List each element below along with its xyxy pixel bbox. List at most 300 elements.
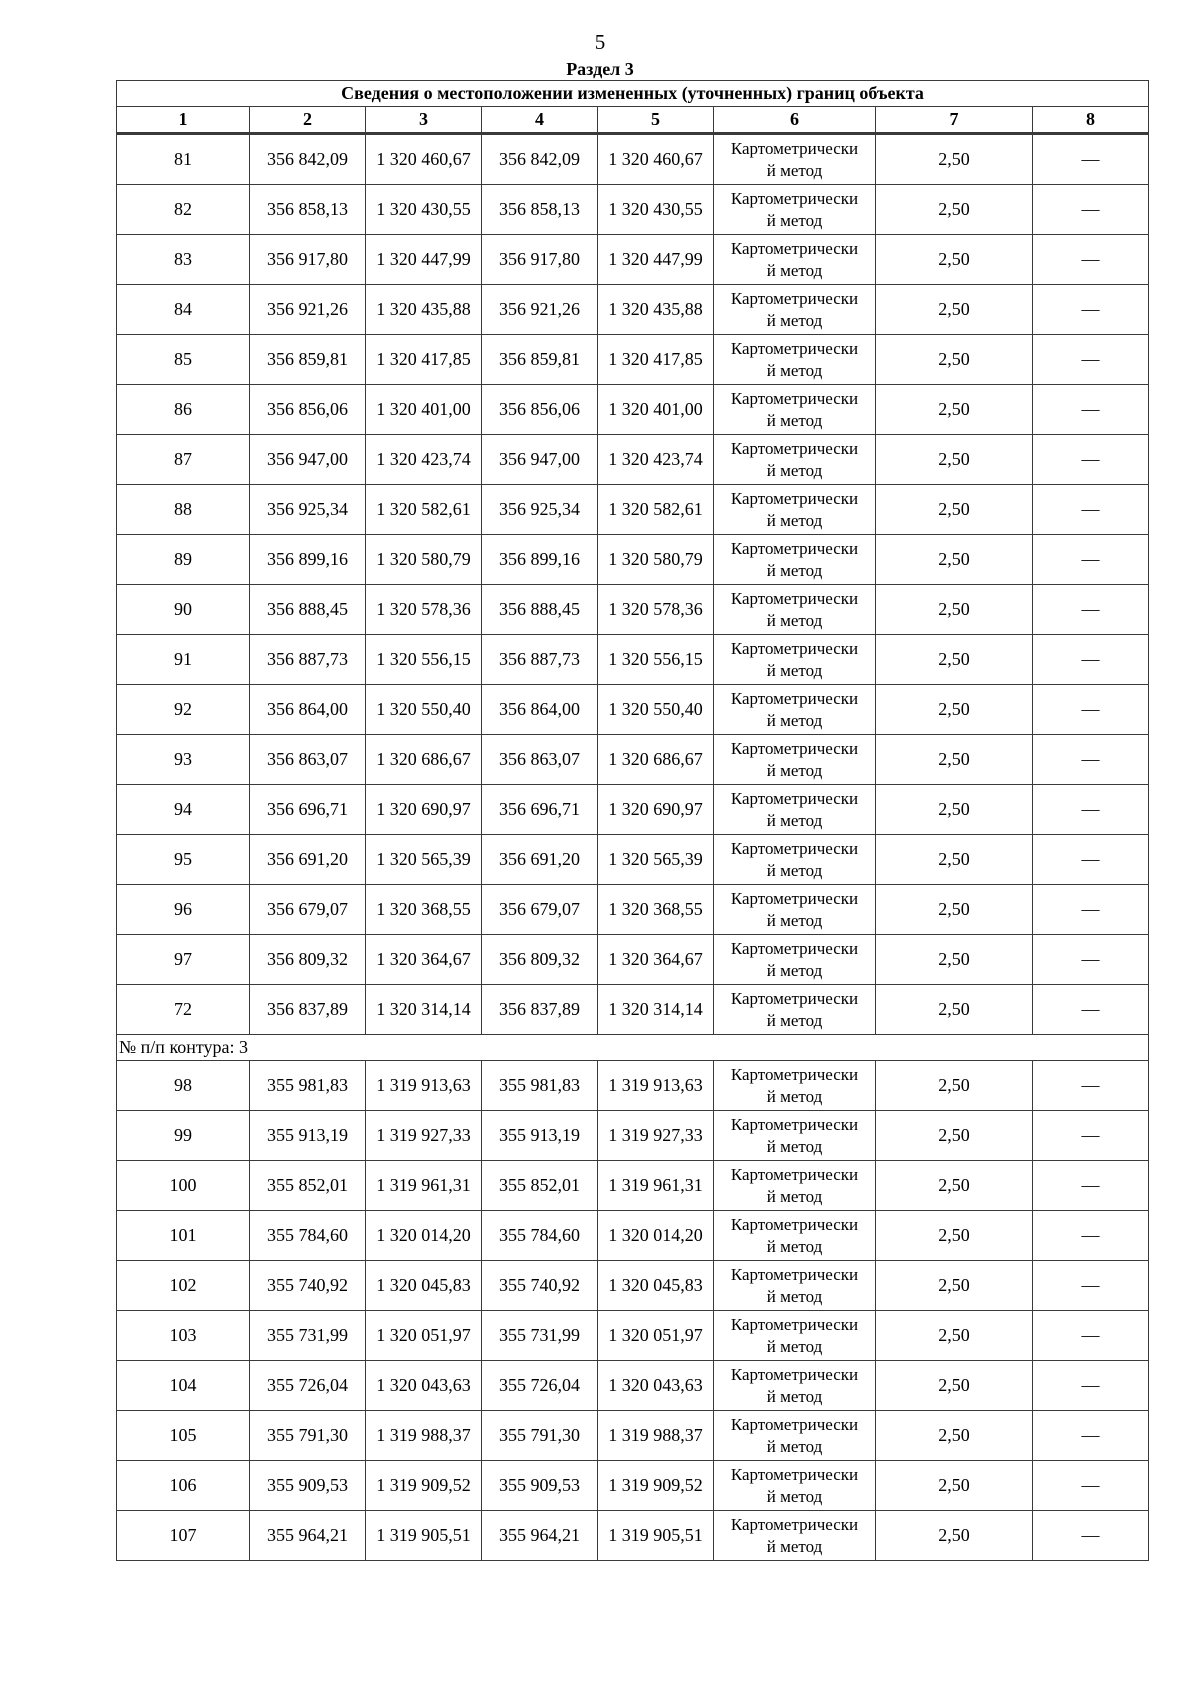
method-cell — [714, 735, 876, 785]
y-coordinate-cell: 1 320 051,97 — [366, 1311, 482, 1361]
method-cell — [714, 585, 876, 635]
x-coordinate-cell: 356 899,16 — [482, 535, 598, 585]
table-row — [117, 485, 1149, 535]
method-line-2: й метод — [766, 160, 823, 180]
table-row — [117, 735, 1149, 785]
method-cell — [714, 685, 876, 735]
table-row — [117, 985, 1149, 1035]
method-cell — [714, 985, 876, 1035]
table-caption: Сведения о местоположении измененных (уточненных) границ объекта — [117, 81, 1149, 107]
x-coordinate-cell: 355 964,21 — [482, 1511, 598, 1561]
x-coordinate-cell: 355 909,53 — [482, 1461, 598, 1511]
y-coordinate-cell: 1 320 368,55 — [366, 885, 482, 935]
method-line-1: Картометрически — [730, 888, 859, 908]
x-coordinate-cell: 356 887,73 — [250, 635, 366, 685]
x-coordinate-cell: 356 921,26 — [482, 285, 598, 335]
accuracy-cell: 2,50 — [876, 1061, 1033, 1111]
y-coordinate-cell: 1 320 014,20 — [366, 1211, 482, 1261]
method-line-2: й метод — [766, 1536, 823, 1556]
table-row — [117, 785, 1149, 835]
method-line-2: й метод — [766, 460, 823, 480]
accuracy-cell: 2,50 — [876, 985, 1033, 1035]
point-number-cell: 92 — [117, 685, 250, 735]
method-line-1: Картометрически — [730, 938, 859, 958]
note-cell: — — [1033, 385, 1149, 435]
x-coordinate-cell: 356 809,32 — [250, 935, 366, 985]
y-coordinate-cell: 1 320 043,63 — [598, 1361, 714, 1411]
note-cell: — — [1033, 235, 1149, 285]
method-cell — [714, 385, 876, 435]
method-cell — [714, 435, 876, 485]
table-row — [117, 835, 1149, 885]
method-cell — [714, 1261, 876, 1311]
table-row — [117, 935, 1149, 985]
y-coordinate-cell: 1 320 582,61 — [366, 485, 482, 535]
point-number-cell: 101 — [117, 1211, 250, 1261]
method-cell — [714, 1361, 876, 1411]
method-line-1: Картометрически — [730, 438, 859, 458]
method-line-2: й метод — [766, 510, 823, 530]
accuracy-cell: 2,50 — [876, 335, 1033, 385]
x-coordinate-cell: 356 679,07 — [482, 885, 598, 935]
point-number-cell: 98 — [117, 1061, 250, 1111]
column-header: 6 — [714, 107, 876, 134]
method-line-2: й метод — [766, 960, 823, 980]
method-line-1: Картометрически — [730, 1514, 859, 1534]
point-number-cell: 90 — [117, 585, 250, 635]
method-line-1: Картометрически — [730, 988, 859, 1008]
x-coordinate-cell: 356 856,06 — [250, 385, 366, 435]
x-coordinate-cell: 356 859,81 — [482, 335, 598, 385]
note-cell: — — [1033, 1261, 1149, 1311]
point-number-cell: 87 — [117, 435, 250, 485]
column-header: 2 — [250, 107, 366, 134]
table-row — [117, 1411, 1149, 1461]
x-coordinate-cell: 356 888,45 — [482, 585, 598, 635]
y-coordinate-cell: 1 320 423,74 — [366, 435, 482, 485]
accuracy-cell: 2,50 — [876, 1161, 1033, 1211]
y-coordinate-cell: 1 320 556,15 — [598, 635, 714, 685]
accuracy-cell: 2,50 — [876, 134, 1033, 185]
accuracy-cell: 2,50 — [876, 485, 1033, 535]
method-line-1: Картометрически — [730, 1264, 859, 1284]
table-body-group-1 — [117, 134, 1149, 1035]
x-coordinate-cell: 355 784,60 — [482, 1211, 598, 1261]
method-line-1: Картометрически — [730, 1464, 859, 1484]
note-cell: — — [1033, 635, 1149, 685]
note-cell: — — [1033, 335, 1149, 385]
method-cell — [714, 285, 876, 335]
note-cell: — — [1033, 285, 1149, 335]
accuracy-cell: 2,50 — [876, 885, 1033, 935]
table-row — [117, 1261, 1149, 1311]
table-row — [117, 385, 1149, 435]
y-coordinate-cell: 1 320 578,36 — [366, 585, 482, 635]
x-coordinate-cell: 356 863,07 — [250, 735, 366, 785]
method-line-2: й метод — [766, 360, 823, 380]
method-cell — [714, 835, 876, 885]
accuracy-cell: 2,50 — [876, 1511, 1033, 1561]
column-header: 4 — [482, 107, 598, 134]
note-cell: — — [1033, 185, 1149, 235]
y-coordinate-cell: 1 319 988,37 — [366, 1411, 482, 1461]
table-row — [117, 885, 1149, 935]
note-cell: — — [1033, 835, 1149, 885]
method-line-1: Картометрически — [730, 188, 859, 208]
method-line-2: й метод — [766, 1236, 823, 1256]
y-coordinate-cell: 1 320 368,55 — [598, 885, 714, 935]
x-coordinate-cell: 355 913,19 — [250, 1111, 366, 1161]
x-coordinate-cell: 355 784,60 — [250, 1211, 366, 1261]
note-cell: — — [1033, 785, 1149, 835]
y-coordinate-cell: 1 320 582,61 — [598, 485, 714, 535]
accuracy-cell: 2,50 — [876, 835, 1033, 885]
method-cell — [714, 1161, 876, 1211]
y-coordinate-cell: 1 320 417,85 — [598, 335, 714, 385]
method-line-1: Картометрически — [730, 538, 859, 558]
method-line-2: й метод — [766, 610, 823, 630]
y-coordinate-cell: 1 320 364,67 — [598, 935, 714, 985]
method-cell — [714, 1511, 876, 1561]
accuracy-cell: 2,50 — [876, 935, 1033, 985]
note-cell: — — [1033, 1411, 1149, 1461]
method-line-2: й метод — [766, 810, 823, 830]
x-coordinate-cell: 356 947,00 — [250, 435, 366, 485]
note-cell: — — [1033, 935, 1149, 985]
y-coordinate-cell: 1 319 909,52 — [598, 1461, 714, 1511]
y-coordinate-cell: 1 320 051,97 — [598, 1311, 714, 1361]
y-coordinate-cell: 1 320 314,14 — [366, 985, 482, 1035]
note-cell: — — [1033, 1311, 1149, 1361]
y-coordinate-cell: 1 320 550,40 — [366, 685, 482, 735]
point-number-cell: 89 — [117, 535, 250, 585]
method-cell — [714, 935, 876, 985]
y-coordinate-cell: 1 320 045,83 — [366, 1261, 482, 1311]
method-line-2: й метод — [766, 1186, 823, 1206]
accuracy-cell: 2,50 — [876, 185, 1033, 235]
point-number-cell: 100 — [117, 1161, 250, 1211]
method-cell — [714, 635, 876, 685]
y-coordinate-cell: 1 319 913,63 — [366, 1061, 482, 1111]
point-number-cell: 99 — [117, 1111, 250, 1161]
accuracy-cell: 2,50 — [876, 385, 1033, 435]
note-cell: — — [1033, 1361, 1149, 1411]
x-coordinate-cell: 356 679,07 — [250, 885, 366, 935]
point-number-cell: 104 — [117, 1361, 250, 1411]
x-coordinate-cell: 356 691,20 — [250, 835, 366, 885]
method-line-2: й метод — [766, 910, 823, 930]
accuracy-cell: 2,50 — [876, 435, 1033, 485]
y-coordinate-cell: 1 320 430,55 — [598, 185, 714, 235]
method-line-1: Картометрически — [730, 1064, 859, 1084]
table-row — [117, 1161, 1149, 1211]
y-coordinate-cell: 1 319 961,31 — [598, 1161, 714, 1211]
y-coordinate-cell: 1 320 580,79 — [366, 535, 482, 585]
point-number-cell: 93 — [117, 735, 250, 785]
table-row — [117, 1311, 1149, 1361]
table-row — [117, 1511, 1149, 1561]
y-coordinate-cell: 1 320 401,00 — [366, 385, 482, 435]
table-row — [117, 285, 1149, 335]
accuracy-cell: 2,50 — [876, 735, 1033, 785]
y-coordinate-cell: 1 320 565,39 — [366, 835, 482, 885]
x-coordinate-cell: 356 837,89 — [482, 985, 598, 1035]
x-coordinate-cell: 356 925,34 — [250, 485, 366, 535]
column-header-row — [117, 107, 1149, 134]
method-line-2: й метод — [766, 1436, 823, 1456]
method-line-1: Картометрически — [730, 688, 859, 708]
point-number-cell: 88 — [117, 485, 250, 535]
x-coordinate-cell: 356 917,80 — [482, 235, 598, 285]
accuracy-cell: 2,50 — [876, 785, 1033, 835]
column-header: 1 — [117, 107, 250, 134]
y-coordinate-cell: 1 319 927,33 — [598, 1111, 714, 1161]
y-coordinate-cell: 1 320 423,74 — [598, 435, 714, 485]
point-number-cell: 96 — [117, 885, 250, 935]
method-line-1: Картометрически — [730, 638, 859, 658]
table-row — [117, 1061, 1149, 1111]
method-line-1: Картометрически — [730, 1164, 859, 1184]
accuracy-cell: 2,50 — [876, 685, 1033, 735]
point-number-cell: 102 — [117, 1261, 250, 1311]
method-cell — [714, 1061, 876, 1111]
x-coordinate-cell: 355 726,04 — [482, 1361, 598, 1411]
point-number-cell: 94 — [117, 785, 250, 835]
note-cell: — — [1033, 735, 1149, 785]
y-coordinate-cell: 1 320 690,97 — [598, 785, 714, 835]
table-body-group-2 — [117, 1061, 1149, 1561]
y-coordinate-cell: 1 320 550,40 — [598, 685, 714, 735]
method-cell — [714, 535, 876, 585]
y-coordinate-cell: 1 320 556,15 — [366, 635, 482, 685]
y-coordinate-cell: 1 320 460,67 — [598, 134, 714, 185]
method-cell — [714, 1461, 876, 1511]
point-number-cell: 72 — [117, 985, 250, 1035]
x-coordinate-cell: 356 947,00 — [482, 435, 598, 485]
x-coordinate-cell: 356 864,00 — [250, 685, 366, 735]
method-cell — [714, 1311, 876, 1361]
method-line-1: Картометрически — [730, 1364, 859, 1384]
x-coordinate-cell: 355 740,92 — [250, 1261, 366, 1311]
note-cell: — — [1033, 685, 1149, 735]
method-line-1: Картометрически — [730, 238, 859, 258]
method-cell — [714, 335, 876, 385]
x-coordinate-cell: 356 858,13 — [250, 185, 366, 235]
table-row — [117, 1361, 1149, 1411]
y-coordinate-cell: 1 320 401,00 — [598, 385, 714, 435]
x-coordinate-cell: 355 964,21 — [250, 1511, 366, 1561]
table-row — [117, 435, 1149, 485]
y-coordinate-cell: 1 320 686,67 — [598, 735, 714, 785]
y-coordinate-cell: 1 319 905,51 — [598, 1511, 714, 1561]
method-line-1: Картометрически — [730, 1414, 859, 1434]
accuracy-cell: 2,50 — [876, 1461, 1033, 1511]
note-cell: — — [1033, 485, 1149, 535]
x-coordinate-cell: 356 837,89 — [250, 985, 366, 1035]
y-coordinate-cell: 1 320 314,14 — [598, 985, 714, 1035]
method-line-2: й метод — [766, 210, 823, 230]
x-coordinate-cell: 356 921,26 — [250, 285, 366, 335]
x-coordinate-cell: 355 726,04 — [250, 1361, 366, 1411]
table-caption-row — [117, 81, 1149, 107]
accuracy-cell: 2,50 — [876, 1311, 1033, 1361]
accuracy-cell: 2,50 — [876, 1211, 1033, 1261]
column-header: 8 — [1033, 107, 1149, 134]
method-line-2: й метод — [766, 260, 823, 280]
y-coordinate-cell: 1 320 447,99 — [366, 235, 482, 285]
method-line-2: й метод — [766, 1136, 823, 1156]
y-coordinate-cell: 1 320 430,55 — [366, 185, 482, 235]
accuracy-cell: 2,50 — [876, 1261, 1033, 1311]
x-coordinate-cell: 356 858,13 — [482, 185, 598, 235]
y-coordinate-cell: 1 320 690,97 — [366, 785, 482, 835]
contour-label: № п/п контура: 3 — [117, 1035, 1149, 1061]
x-coordinate-cell: 356 887,73 — [482, 635, 598, 685]
x-coordinate-cell: 356 842,09 — [250, 134, 366, 185]
accuracy-cell: 2,50 — [876, 285, 1033, 335]
method-cell — [714, 1111, 876, 1161]
y-coordinate-cell: 1 320 435,88 — [598, 285, 714, 335]
accuracy-cell: 2,50 — [876, 535, 1033, 585]
accuracy-cell: 2,50 — [876, 585, 1033, 635]
x-coordinate-cell: 356 696,71 — [482, 785, 598, 835]
table-row — [117, 235, 1149, 285]
method-cell — [714, 134, 876, 185]
method-line-2: й метод — [766, 1086, 823, 1106]
y-coordinate-cell: 1 320 435,88 — [366, 285, 482, 335]
note-cell: — — [1033, 1161, 1149, 1211]
point-number-cell: 97 — [117, 935, 250, 985]
x-coordinate-cell: 356 809,32 — [482, 935, 598, 985]
y-coordinate-cell: 1 320 578,36 — [598, 585, 714, 635]
method-cell — [714, 485, 876, 535]
x-coordinate-cell: 355 791,30 — [250, 1411, 366, 1461]
point-number-cell: 105 — [117, 1411, 250, 1461]
point-number-cell: 83 — [117, 235, 250, 285]
y-coordinate-cell: 1 319 961,31 — [366, 1161, 482, 1211]
x-coordinate-cell: 355 981,83 — [482, 1061, 598, 1111]
x-coordinate-cell: 356 864,00 — [482, 685, 598, 735]
x-coordinate-cell: 355 791,30 — [482, 1411, 598, 1461]
method-line-1: Картометрически — [730, 838, 859, 858]
note-cell: — — [1033, 1461, 1149, 1511]
table-row — [117, 335, 1149, 385]
note-cell: — — [1033, 585, 1149, 635]
x-coordinate-cell: 356 925,34 — [482, 485, 598, 535]
y-coordinate-cell: 1 320 364,67 — [366, 935, 482, 985]
method-line-1: Картометрически — [730, 1314, 859, 1334]
method-cell — [714, 1211, 876, 1261]
method-line-1: Картометрически — [730, 788, 859, 808]
method-line-1: Картометрически — [730, 138, 859, 158]
y-coordinate-cell: 1 319 913,63 — [598, 1061, 714, 1111]
y-coordinate-cell: 1 320 686,67 — [366, 735, 482, 785]
method-line-1: Картометрически — [730, 288, 859, 308]
method-cell — [714, 185, 876, 235]
note-cell: — — [1033, 1061, 1149, 1111]
y-coordinate-cell: 1 320 417,85 — [366, 335, 482, 385]
accuracy-cell: 2,50 — [876, 235, 1033, 285]
method-cell — [714, 785, 876, 835]
point-number-cell: 86 — [117, 385, 250, 435]
note-cell: — — [1033, 885, 1149, 935]
x-coordinate-cell: 356 842,09 — [482, 134, 598, 185]
x-coordinate-cell: 355 852,01 — [250, 1161, 366, 1211]
y-coordinate-cell: 1 319 927,33 — [366, 1111, 482, 1161]
x-coordinate-cell: 355 740,92 — [482, 1261, 598, 1311]
coordinates-table — [116, 80, 1149, 1561]
point-number-cell: 95 — [117, 835, 250, 885]
y-coordinate-cell: 1 320 580,79 — [598, 535, 714, 585]
accuracy-cell: 2,50 — [876, 1111, 1033, 1161]
method-line-2: й метод — [766, 310, 823, 330]
column-header: 5 — [598, 107, 714, 134]
point-number-cell: 103 — [117, 1311, 250, 1361]
y-coordinate-cell: 1 319 905,51 — [366, 1511, 482, 1561]
x-coordinate-cell: 355 981,83 — [250, 1061, 366, 1111]
y-coordinate-cell: 1 319 988,37 — [598, 1411, 714, 1461]
method-line-2: й метод — [766, 1336, 823, 1356]
table-row — [117, 134, 1149, 185]
note-cell: — — [1033, 1511, 1149, 1561]
contour-row — [117, 1035, 1149, 1061]
x-coordinate-cell: 356 696,71 — [250, 785, 366, 835]
method-line-1: Картометрически — [730, 338, 859, 358]
x-coordinate-cell: 356 691,20 — [482, 835, 598, 885]
method-line-2: й метод — [766, 710, 823, 730]
y-coordinate-cell: 1 320 565,39 — [598, 835, 714, 885]
method-cell — [714, 1411, 876, 1461]
x-coordinate-cell: 355 852,01 — [482, 1161, 598, 1211]
note-cell: — — [1033, 1111, 1149, 1161]
method-cell — [714, 235, 876, 285]
method-line-1: Картометрически — [730, 1114, 859, 1134]
method-line-2: й метод — [766, 860, 823, 880]
method-line-2: й метод — [766, 760, 823, 780]
table-row — [117, 585, 1149, 635]
table-row — [117, 685, 1149, 735]
method-line-2: й метод — [766, 410, 823, 430]
point-number-cell: 107 — [117, 1511, 250, 1561]
table-row — [117, 535, 1149, 585]
method-line-2: й метод — [766, 1386, 823, 1406]
column-header: 3 — [366, 107, 482, 134]
table-row — [117, 635, 1149, 685]
x-coordinate-cell: 355 731,99 — [482, 1311, 598, 1361]
note-cell: — — [1033, 435, 1149, 485]
method-line-2: й метод — [766, 1486, 823, 1506]
x-coordinate-cell: 355 909,53 — [250, 1461, 366, 1511]
note-cell: — — [1033, 1211, 1149, 1261]
y-coordinate-cell: 1 320 045,83 — [598, 1261, 714, 1311]
method-cell — [714, 885, 876, 935]
point-number-cell: 85 — [117, 335, 250, 385]
x-coordinate-cell: 356 856,06 — [482, 385, 598, 435]
table-row — [117, 1211, 1149, 1261]
x-coordinate-cell: 356 863,07 — [482, 735, 598, 785]
method-line-2: й метод — [766, 1286, 823, 1306]
table-row — [117, 1461, 1149, 1511]
method-line-1: Картометрически — [730, 1214, 859, 1234]
method-line-1: Картометрически — [730, 588, 859, 608]
y-coordinate-cell: 1 319 909,52 — [366, 1461, 482, 1511]
point-number-cell: 106 — [117, 1461, 250, 1511]
x-coordinate-cell: 356 888,45 — [250, 585, 366, 635]
method-line-1: Картометрически — [730, 488, 859, 508]
column-header: 7 — [876, 107, 1033, 134]
table-row — [117, 1111, 1149, 1161]
accuracy-cell: 2,50 — [876, 635, 1033, 685]
